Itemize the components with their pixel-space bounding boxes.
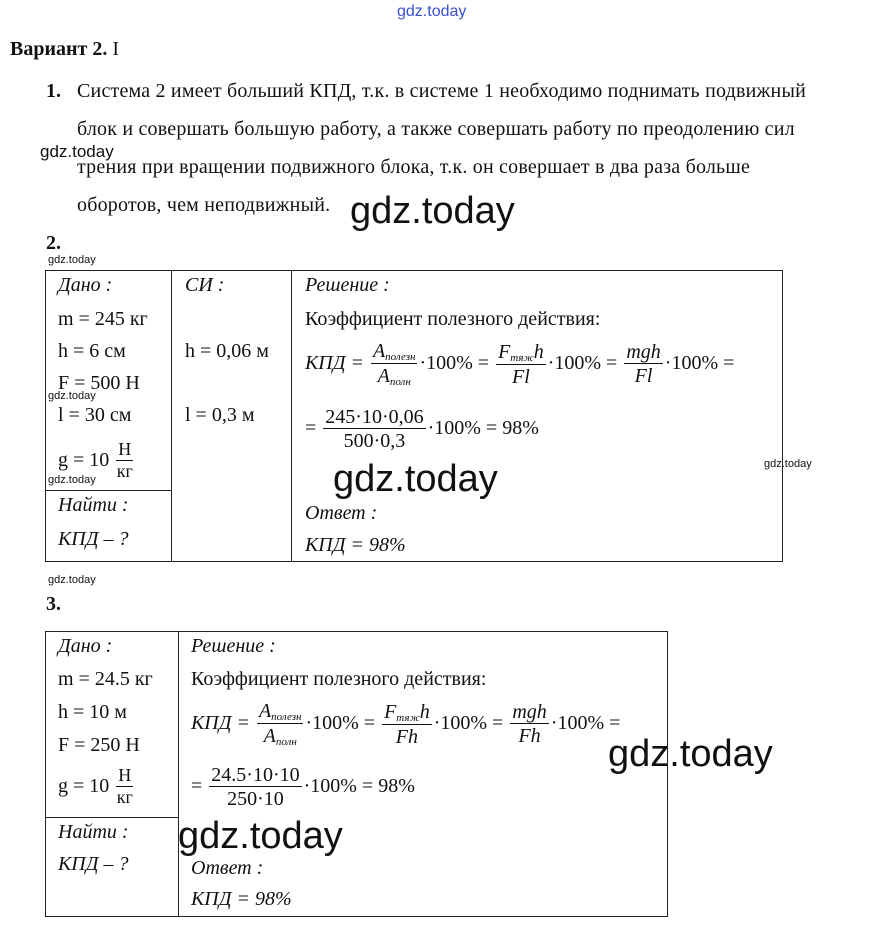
task2-find-label: Найти : <box>58 494 129 516</box>
task1-number: 1. <box>46 80 61 102</box>
task3-number: 3. <box>46 593 61 615</box>
task2-divider <box>171 270 172 561</box>
task1-line: оборотов, чем неподвижный. <box>77 194 331 216</box>
task3-divider <box>45 817 179 818</box>
task2-given-item: h = 6 см <box>58 340 126 362</box>
watermark-large: gdz.today <box>333 458 498 500</box>
task3-given-item: F = 250 Н <box>58 734 140 756</box>
page-title: Вариант 2. I <box>10 38 120 60</box>
task2-find: КПД – ? <box>58 528 129 550</box>
watermark-top: gdz.today <box>397 3 467 20</box>
watermark: gdz.today <box>764 458 812 470</box>
task3-given-label: Дано : <box>58 635 113 657</box>
task2-si-item: h = 0,06 м <box>185 340 269 362</box>
task2-solution-label: Решение : <box>305 274 390 296</box>
watermark: gdz.today <box>48 574 96 586</box>
watermark: gdz.today <box>48 474 96 486</box>
task2-divider <box>291 270 292 561</box>
task3-divider <box>178 631 179 916</box>
task3-answer: КПД = 98% <box>191 888 292 910</box>
task2-si-item: l = 0,3 м <box>185 404 255 426</box>
task2-given-label: Дано : <box>58 274 113 296</box>
watermark: gdz.today <box>40 142 114 161</box>
task2-formula-1: КПД = $\frac{A_{полезн}}{A_{полн}}$ ·100% = $\frac{F_{тяж}h}{Fl}$ ·100% = $\frac{\text{mgh}}{Fl}$ ·100% = <box>305 340 735 389</box>
task1-line: трения при вращении подвижного блока, т.к. он совершает в два раза больше <box>77 156 751 178</box>
task3-formula-2: = $\frac{24.5\cdot 10\cdot 10}{250\cdot 10}$ ·100% = 98% <box>191 764 415 810</box>
task2-given-item: l = 30 см <box>58 404 132 426</box>
task2-answer: КПД = 98% <box>305 534 406 556</box>
task3-solution-label: Решение : <box>191 635 276 657</box>
task3-formula-1: КПД = $\frac{A_{полезн}}{A_{полн}}$ ·100% = $\frac{F_{тяж}h}{Fh}$ ·100% = $\frac{\text{mgh}}{Fh}$ ·100% = <box>191 700 621 749</box>
task2-given-g: g = 10 $\frac{Н}{кг}$ <box>58 439 133 481</box>
watermark-large: gdz.today <box>608 733 773 775</box>
task2-formula-2: = $\frac{245\cdot 10\cdot 0,06}{500\cdot 0,3}$ ·100% = 98% <box>305 406 539 452</box>
task2-number: 2. <box>46 232 61 254</box>
watermark: gdz.today <box>48 254 96 266</box>
task3-answer-label: Ответ : <box>191 857 264 879</box>
task2-given-item: F = 500 Н <box>58 372 140 394</box>
task3-given-g: g = 10 $\frac{Н}{кг}$ <box>58 765 133 807</box>
task1-line: блок и совершать большую работу, а также совершать работу по преодолению сил <box>77 118 795 140</box>
task1-line: Система 2 имеет больший КПД, т.к. в системе 1 необходимо поднимать подвижный <box>77 80 806 102</box>
task2-divider <box>45 490 172 491</box>
task3-efficiency-text: Коэффициент полезного действия: <box>191 668 487 690</box>
task2-efficiency-text: Коэффициент полезного действия: <box>305 308 601 330</box>
task2-given-item: m = 245 кг <box>58 308 148 330</box>
task3-find: КПД – ? <box>58 853 129 875</box>
task3-given-item: m = 24.5 кг <box>58 668 153 690</box>
watermark-large: gdz.today <box>178 815 343 857</box>
task2-answer-label: Ответ : <box>305 502 378 524</box>
task3-given-item: h = 10 м <box>58 701 127 723</box>
watermark: gdz.today <box>48 390 96 402</box>
task2-si-label: СИ : <box>185 274 225 296</box>
task3-find-label: Найти : <box>58 821 129 843</box>
watermark-large: gdz.today <box>350 190 515 232</box>
